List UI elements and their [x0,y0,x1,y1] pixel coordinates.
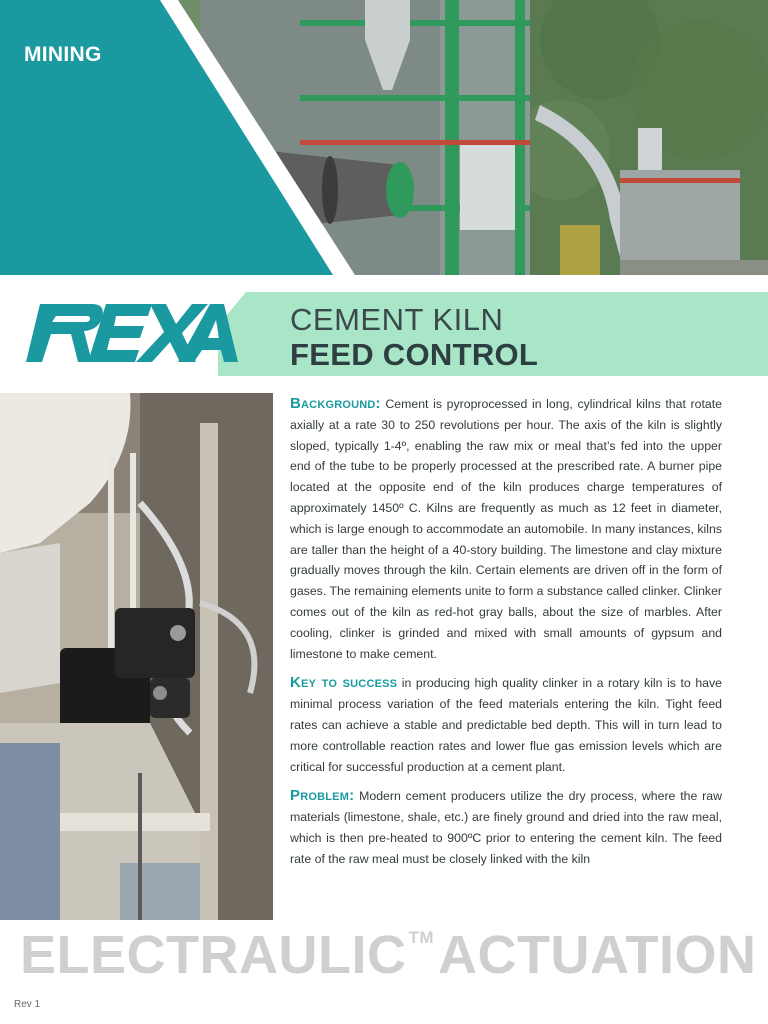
electraulic-actuation-title [20,924,757,986]
problem-paragraph [290,786,722,869]
category-label: MINING [24,43,102,66]
background-paragraph [290,394,722,664]
footer-brand: ELECTRAULIC [20,925,407,985]
teal-corner-shape [0,0,360,275]
key-to-success-paragraph [290,673,722,777]
top-banner [0,0,768,275]
problem-heading: Problem: [290,787,355,805]
rexa-logo-icon [22,300,240,366]
body-text [290,394,722,879]
title-line-1: CEMENT KILN [290,302,504,337]
background-text: Cement is pyroprocessed in long, cylindrical kilns that rotate axially at a rate 30 to 250 revolutions per hour. The axis of the kiln is slightly sloped, typically 1-4º, enabling the raw mix or meal that’s fed into the upper end of the tube to be properly processed at the prescribed rate. A burner pipe located at the opposite end of the kiln produces charge temperatures of approximately 1450º C. Kilns are frequently as much as 12 feet in diameter, which is large enough to accommodate an automobile. In many instances, kilns are taller than the height of a 40-story building. The limestone and clay mixture gradually moves through the kiln. Certain elements are driven off in the form of gases. The remaining elements unite to form a substance called clinker. Clinker comes out of the kiln as red-hot gray balls, about the size of marbles. After cooling, clinker is grinded and mixed with small amounts of gypsum and limestone to make cement. [290,397,722,661]
key-to-success-heading: Key to success [290,674,398,692]
revision-label: Rev 1 [14,999,41,1010]
problem-text: Modern cement producers utilize the dry process, where the raw materials (limestone, shale, etc.) are finely ground and dried into the raw meal, which is then pre-heated to 900ºC prior to entering the cement kiln. The feed rate of the raw meal must be closely linked with the kiln [290,789,722,866]
key-to-success-text: in producing high quality clinker in a rotary kiln is to have minimal process variation of the feed materials entering the kiln. Tight feed rates can achieve a stable and predictable bed depth. This will in turn lead to more controllable reaction rates and lower flue gas emission levels which are critical for successful production at a cement plant. [290,676,722,774]
background-heading: Background: [290,395,381,412]
trademark-mark: TM [408,928,435,947]
actuator-photo [0,393,273,920]
footer-word: ACTUATION [438,925,757,985]
title-line-2: FEED CONTROL [290,337,539,372]
actuator-illustration [0,393,273,920]
